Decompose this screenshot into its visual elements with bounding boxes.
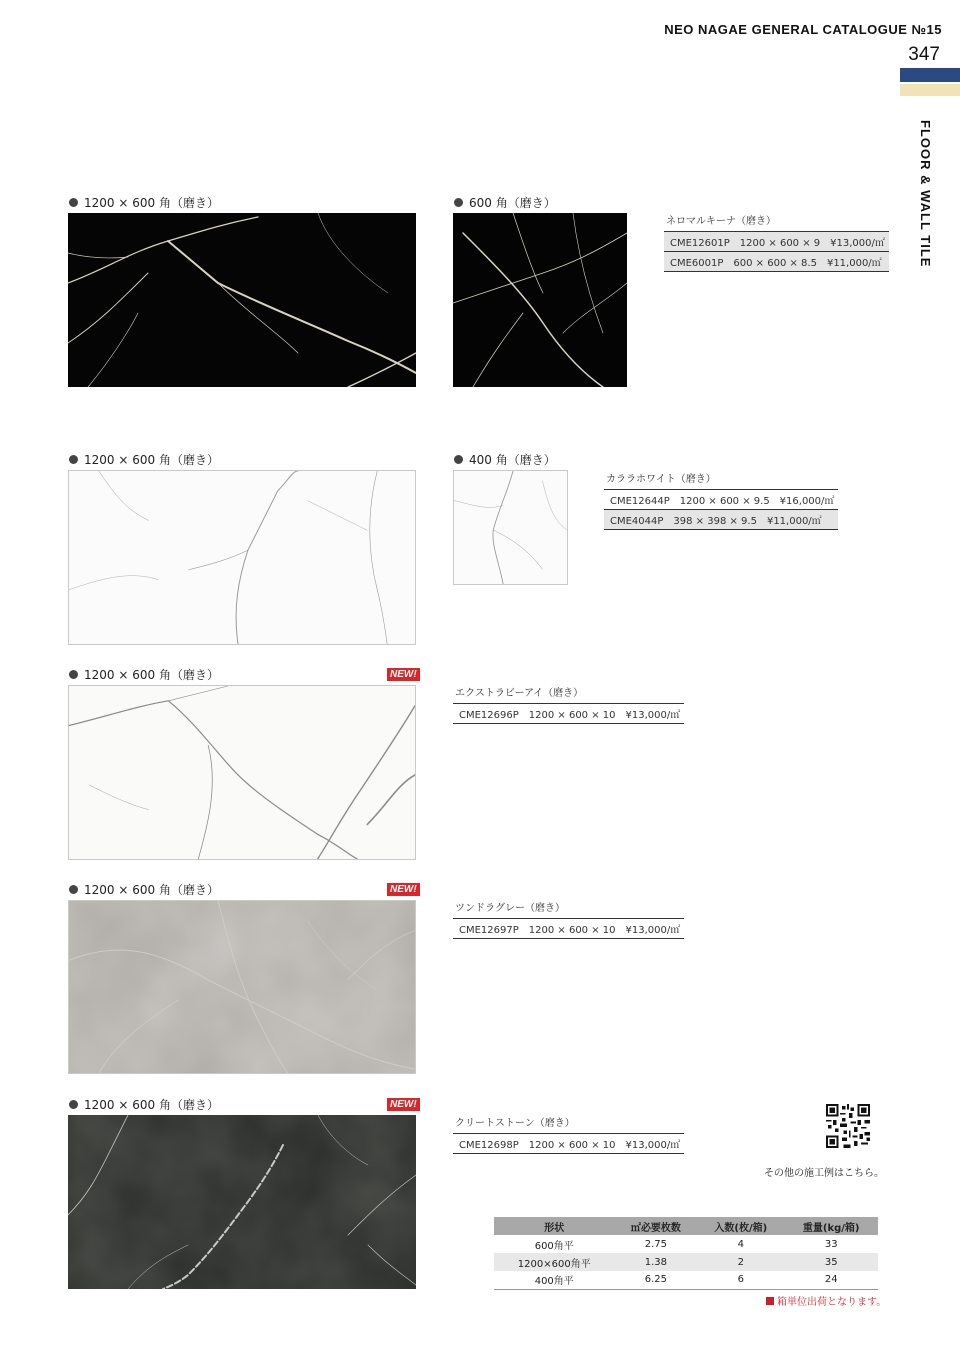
table-cell: 600角平 [534,1240,574,1252]
product-spec-row: CME12697P 1200 × 600 × 10 ¥13,000/㎡ [453,919,684,939]
product-spec-row: CME12644P 1200 × 600 × 9.5 ¥16,000/㎡ [604,490,838,510]
product-spec-tundra-gray [453,899,684,939]
table-row [494,1235,878,1253]
table-cell: 6.25 [615,1271,698,1289]
product-spec-extra-bianco [453,684,684,724]
tile-caption: 1200 × 600 角（磨き） [69,1096,219,1113]
tile-swatch-nero-1200x600 [68,213,416,387]
column-header: 形状 [494,1217,615,1235]
tile-caption: 1200 × 600 角（磨き） [69,194,219,211]
packing-table [494,1217,878,1290]
tile-swatch-nero-600 [453,213,627,387]
table-cell: 24 [784,1271,878,1289]
product-spec-row: CME4044P 398 × 398 × 9.5 ¥11,000/㎡ [604,510,838,530]
tile-caption: 400 角（磨き） [454,451,556,468]
bullet-dot-icon [454,455,463,464]
red-square-icon [766,1297,774,1305]
table-cell: 2 [697,1253,784,1271]
product-spec-crete-stone [453,1114,684,1154]
column-header: ㎡必要枚数 [615,1217,698,1235]
qr-code-icon[interactable] [826,1104,870,1148]
product-name: エクストラビーアイ（磨き） [453,684,684,704]
table-cell: 400角平 [494,1271,615,1289]
page-number: 347 [908,44,940,65]
column-header: 入数(枚/箱) [697,1217,784,1235]
table-cell: 35 [784,1253,878,1271]
product-spec-carrara [604,470,838,530]
table-cell: 4 [737,1238,744,1250]
product-name: ツンドラグレー（磨き） [453,899,684,919]
table-cell: 6 [697,1271,784,1289]
bullet-dot-icon [69,455,78,464]
product-spec-row: CME6001P 600 × 600 × 8.5 ¥11,000/㎡ [664,252,889,272]
table-cell: 2.75 [644,1238,667,1250]
tile-swatch-tundra-gray [68,900,416,1074]
bullet-dot-icon [69,885,78,894]
tile-swatch-crete-stone [68,1115,416,1289]
tile-caption: 1200 × 600 角（磨き） [69,666,219,683]
table-cell: 1200×600角平 [494,1253,615,1271]
product-spec-row: CME12696P 1200 × 600 × 10 ¥13,000/㎡ [453,704,684,724]
new-badge: NEW! [387,1098,420,1111]
tile-swatch-extra-bianco [68,685,416,860]
table-cell: 33 [824,1238,838,1250]
tile-swatch-carrara-1200x600 [68,470,416,645]
accent-bar-cream [900,84,960,96]
bullet-dot-icon [69,670,78,679]
qr-caption: その他の施工例はこちら。 [764,1168,884,1179]
side-section-label: FLOOR & WALL TILE [918,120,933,268]
bullet-dot-icon [69,198,78,207]
table-cell: 1.38 [615,1253,698,1271]
new-badge: NEW! [387,883,420,896]
shipping-note: 箱単位出荷となります。 [766,1293,886,1308]
tile-caption: 1200 × 600 角（磨き） [69,451,219,468]
new-badge: NEW! [387,668,420,681]
tile-caption: 1200 × 600 角（磨き） [69,881,219,898]
bullet-dot-icon [69,1100,78,1109]
product-name: クリートストーン（磨き） [453,1114,684,1134]
product-spec-row: CME12698P 1200 × 600 × 10 ¥13,000/㎡ [453,1134,684,1154]
table-header-row [494,1217,878,1235]
table-row [494,1271,878,1289]
accent-bar-blue [900,68,960,82]
tile-swatch-carrara-400 [453,470,568,585]
product-spec-nero [664,212,889,272]
table-row [494,1253,878,1271]
product-name: ネロマルキーナ（磨き） [664,212,889,232]
tile-caption: 600 角（磨き） [454,194,556,211]
product-name: カララホワイト（磨き） [604,470,838,490]
bullet-dot-icon [454,198,463,207]
column-header: 重量(kg/箱) [784,1217,878,1235]
catalogue-title: NEO NAGAE GENERAL CATALOGUE №15 [664,22,942,37]
product-spec-row: CME12601P 1200 × 600 × 9 ¥13,000/㎡ [664,232,889,252]
